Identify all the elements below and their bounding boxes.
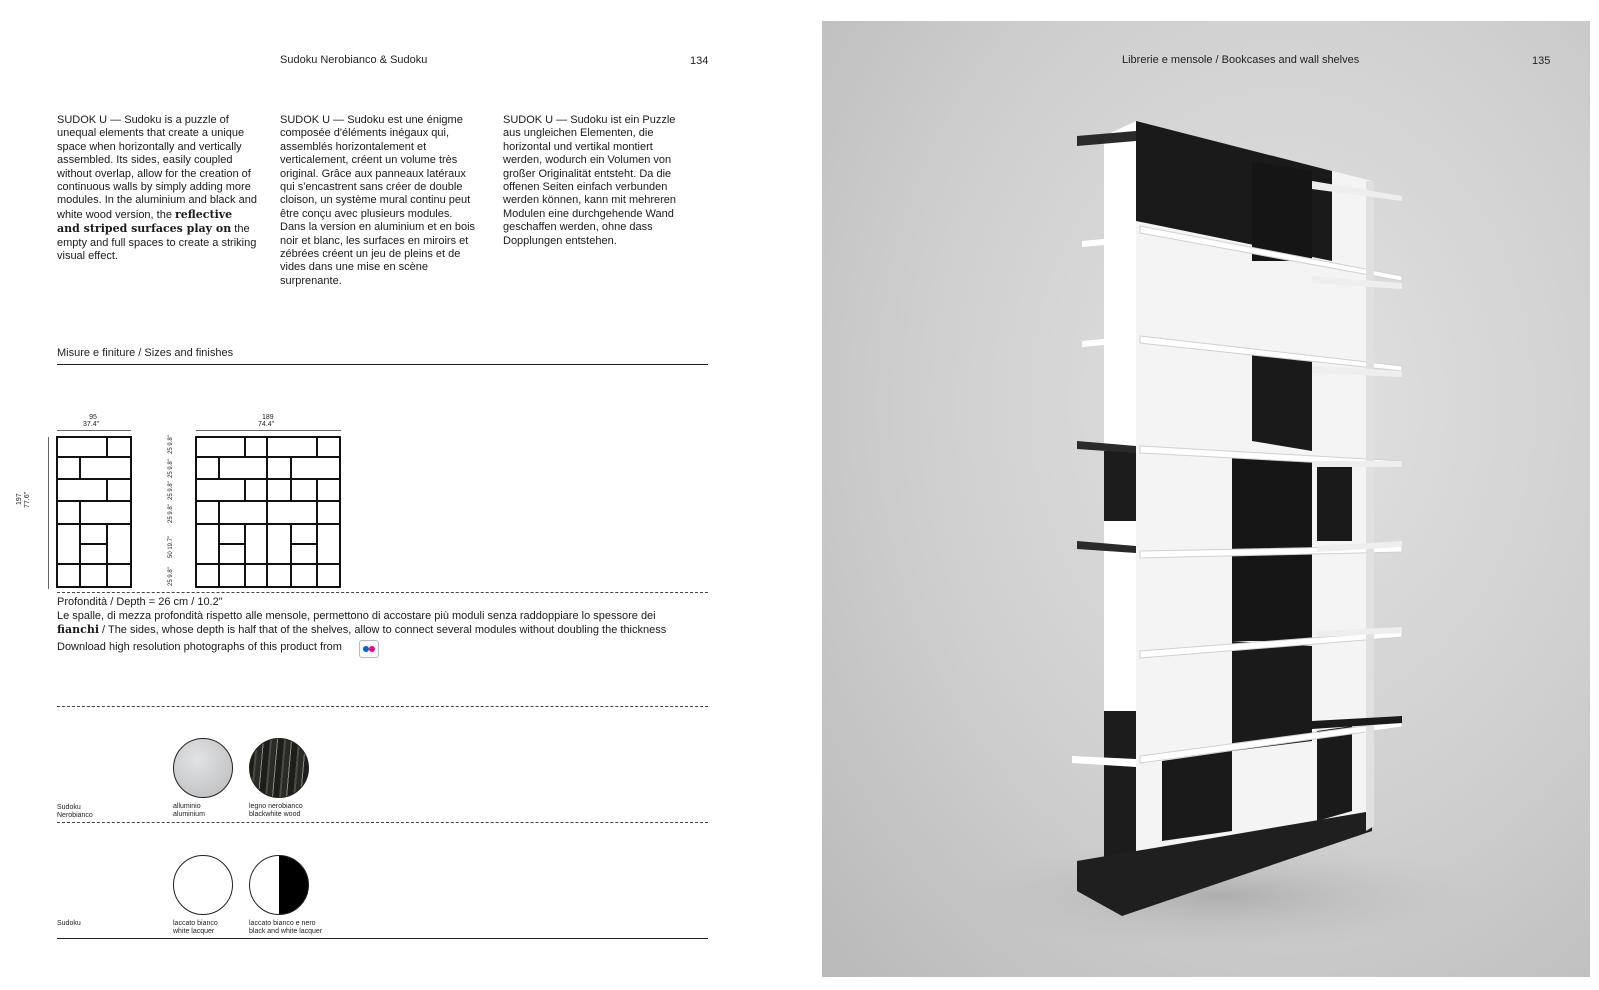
sizes-heading: Misure e finiture / Sizes and finishes bbox=[57, 347, 234, 359]
row-label: 50 19.7" bbox=[168, 535, 174, 558]
swatch-blackwhite-wood bbox=[249, 738, 309, 798]
divider bbox=[57, 706, 708, 707]
swatch-aluminium bbox=[173, 738, 233, 798]
large-width-cm: 189 bbox=[262, 414, 274, 421]
sides-note-it: Le spalle, di mezza profondità rispetto alle mensole, permettono di accostare più moduli senza raddoppiare lo spessore dei bbox=[57, 609, 656, 622]
left-page-header: Sudoku Nerobianco & Sudoku bbox=[280, 54, 428, 66]
divider bbox=[57, 822, 708, 823]
row-label: 25 9.8" bbox=[168, 504, 174, 523]
small-width-in: 37.4" bbox=[83, 421, 100, 428]
row-label: 25 9.8" bbox=[168, 481, 174, 500]
description-french: SUDOK U — Sudoku est une énigme composée d'éléments inégaux qui, assemblés horizontalement et verticalement, créent un volume très original. Grâce aux panneaux latéraux qui s'encastrent sans créer de double cloison, un système mural continu peut être conçu avec plusieurs modules. Dans la version en aluminium et en bois noir et blanc, les surfaces en miroirs et zébrées créent un jeu de pleins et de vides dans une mise en scène surprenante. bbox=[280, 114, 476, 287]
large-width-dimension-line bbox=[196, 430, 341, 431]
height-in: 77.6" bbox=[24, 491, 31, 508]
small-width-dimension-line bbox=[57, 430, 131, 431]
finish-product-label: Sudoku Nerobianco bbox=[57, 804, 93, 819]
product-notes bbox=[57, 596, 717, 656]
description-english: SUDOK U — Sudoku is a puzzle of unequal elements that create a unique space when horizontally and vertically assembled. Its sides, easily coupled without overlap, allow for the creation of continuous walls by simply adding more modules. In the aluminium and black and white wood version, the reflective and striped surfaces play on the empty and full spaces to create a striking visual effect. bbox=[57, 114, 257, 263]
right-page-number: 135 bbox=[1532, 55, 1551, 67]
row-label: 25 9.8" bbox=[168, 567, 174, 586]
height-dimension-line bbox=[48, 437, 49, 589]
height-cm: 197 bbox=[16, 493, 23, 505]
divider bbox=[57, 938, 708, 939]
finish-product-label: Sudoku bbox=[57, 920, 81, 927]
small-module-drawing bbox=[56, 436, 134, 590]
large-width-in: 74.4" bbox=[258, 421, 275, 428]
right-page-header: Librerie e mensole / Bookcases and wall shelves bbox=[1122, 54, 1360, 66]
depth-note: Profondità / Depth = 26 cm / 10.2" bbox=[57, 596, 223, 608]
left-page-number: 134 bbox=[690, 55, 709, 67]
row-label: 25 9.8" bbox=[168, 459, 174, 478]
swatch-white-lacquer bbox=[173, 855, 233, 915]
small-width-cm: 95 bbox=[89, 414, 97, 421]
sides-note-en: fianchi / The sides, whose depth is half that of the shelves, allow to connect several modules without doubling the thickness bbox=[57, 623, 667, 636]
flickr-icon[interactable] bbox=[359, 640, 379, 658]
divider bbox=[57, 592, 708, 593]
swatch-label: legno nerobianco blackwhite wood bbox=[249, 803, 303, 818]
large-module-drawing bbox=[195, 436, 343, 590]
swatch-label: alluminio aluminium bbox=[173, 803, 205, 818]
swatch-label: laccato bianco e nero black and white lacquer bbox=[249, 920, 323, 935]
swatch-label: laccato bianco white lacquer bbox=[173, 920, 218, 935]
row-label: 25 9.8" bbox=[168, 435, 174, 454]
download-note: Download high resolution photographs of this product from bbox=[57, 638, 717, 656]
divider bbox=[57, 364, 708, 365]
swatch-black-white-lacquer bbox=[249, 855, 309, 915]
product-photo bbox=[822, 21, 1590, 977]
description-german: SUDOK U — Sudoku ist ein Puzzle aus ungleichen Elementen, die horizontal und vertikal montiert werden, wodurch ein Volumen von großer Originalität entsteht. Da die offenen Seiten einfach verbunden werden können, kann mit mehreren Modulen eine durchgehende Wand geschaffen werden, ohne dass Dopplungen entstehen. bbox=[503, 114, 677, 247]
bookcase-illustration bbox=[822, 21, 1590, 977]
